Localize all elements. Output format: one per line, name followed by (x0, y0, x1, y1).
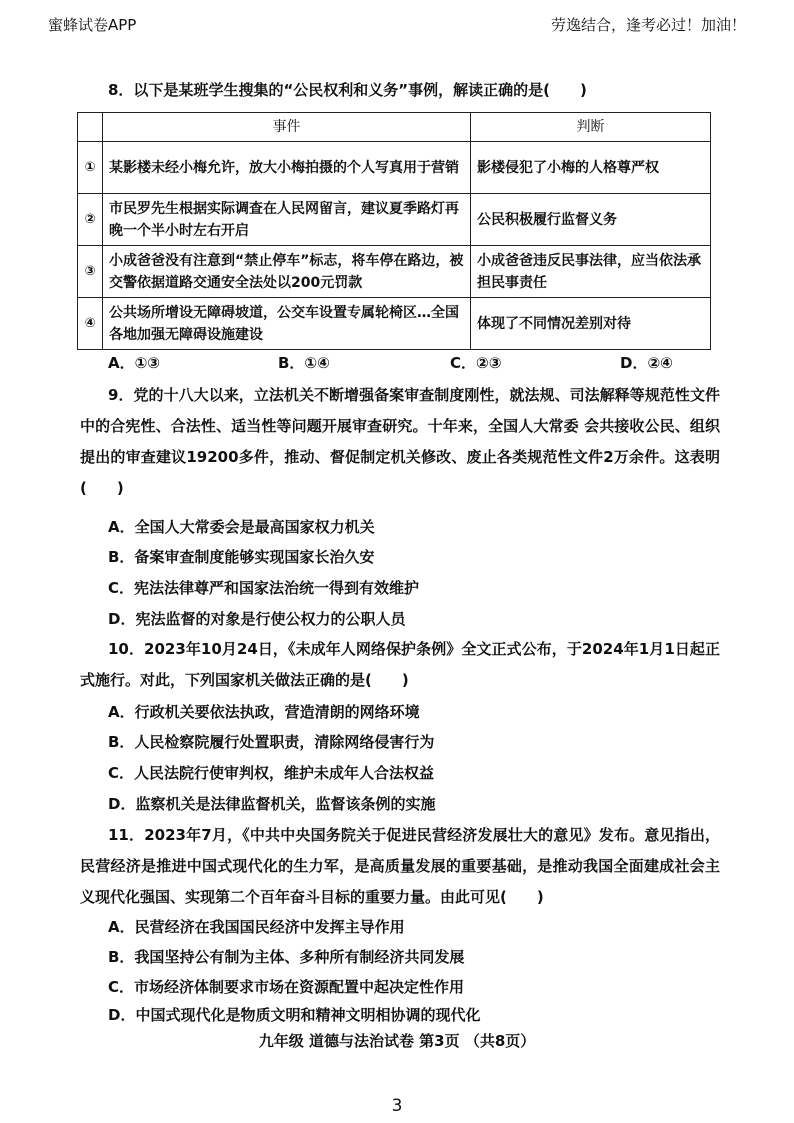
table-header-event: 事件 (103, 113, 471, 142)
row-number: ① (78, 142, 103, 194)
option-b[interactable]: B．①④ (278, 354, 330, 372)
option-c[interactable]: C．宪法法律尊严和国家法治统一得到有效维护 (108, 579, 420, 597)
table-row (78, 194, 711, 246)
option-d[interactable]: D．中国式现代化是物质文明和精神文明相协调的现代化 (108, 1006, 481, 1024)
page-footer: 九年级 道德与法治试卷 第3页 （共8页） (258, 1032, 536, 1050)
option-a[interactable]: A．民营经济在我国国民经济中发挥主导作用 (108, 918, 405, 936)
row-number: ④ (78, 298, 103, 350)
option-b[interactable]: B．人民检察院履行处置职责，清除网络侵害行为 (108, 733, 435, 751)
option-b[interactable]: B．我国坚持公有制为主体、多种所有制经济共同发展 (108, 948, 465, 966)
table-header-row (78, 113, 711, 142)
option-d[interactable]: D．宪法监督的对象是行使公权力的公职人员 (108, 610, 406, 628)
question-10-stem (80, 634, 720, 696)
option-a[interactable]: A．行政机关要依法执政，营造清朗的网络环境 (108, 703, 420, 721)
question-9-text: 9．党的十八大以来，立法机关不断增强备案审查制度刚性，就法规、司法解释等规范性文件中的合宪性、合法性、适当性等问题开展审查研究。十年来，全国人大常委 会共接收公民、组织提出的审查建议19200多件，推动、督促制定机关修改、废止各类规范性文件2万余件。这表明( ) (80, 386, 720, 497)
row-event: 公共场所增设无障碍坡道，公交车设置专属轮椅区…全国各地加强无障碍设施建设 (103, 298, 471, 350)
question-9-stem (80, 380, 720, 504)
table-row (78, 246, 711, 298)
question-10-text: 10．2023年10月24日，《未成年人网络保护条例》全文正式公布，于2024年1月1日起正式施行。对此，下列国家机关做法正确的是( ) (80, 640, 720, 689)
row-number: ② (78, 194, 103, 246)
table-row (78, 142, 711, 194)
option-c[interactable]: C．②③ (450, 354, 502, 372)
option-c[interactable]: C．市场经济体制要求市场在资源配置中起决定性作用 (108, 978, 465, 996)
option-d[interactable]: D．②④ (620, 354, 673, 372)
row-number: ③ (78, 246, 103, 298)
row-judgment: 小成爸爸违反民事法律，应当依法承担民事责任 (471, 246, 711, 298)
table-header-num (78, 113, 103, 142)
row-judgment: 公民积极履行监督义务 (471, 194, 711, 246)
page-number: 3 (391, 1096, 403, 1116)
option-a[interactable]: A．全国人大常委会是最高国家权力机关 (108, 518, 375, 536)
option-b[interactable]: B．备案审查制度能够实现国家长治久安 (108, 548, 375, 566)
option-d[interactable]: D．监察机关是法律监督机关，监督该条例的实施 (108, 795, 436, 813)
table-row (78, 298, 711, 350)
question-8-stem: 8．以下是某班学生搜集的“公民权利和义务”事例，解读正确的是( ) (108, 81, 587, 99)
option-c[interactable]: C．人民法院行使审判权，维护未成年人合法权益 (108, 764, 435, 782)
option-a[interactable]: A．①③ (108, 354, 161, 372)
question-11-text: 11．2023年7月，《中共中央国务院关于促进民营经济发展壮大的意见》发布。意见指出，民营经济是推进中国式现代化的生力军，是高质量发展的重要基础，是推动我国全面建成社会主义现代化强国、实现第二个百年奋斗目标的重要力量。由此可见( ) (80, 826, 720, 906)
question-8-table (77, 112, 711, 350)
question-11-stem (80, 820, 720, 913)
table-header-judgment: 判断 (471, 113, 711, 142)
row-judgment: 影楼侵犯了小梅的人格尊严权 (471, 142, 711, 194)
header-app-name: 蜜蜂试卷APP (48, 16, 137, 34)
row-event: 市民罗先生根据实际调查在人民网留言，建议夏季路灯再晚一个半小时左右开启 (103, 194, 471, 246)
row-event: 小成爸爸没有注意到“禁止停车”标志，将车停在路边，被交警依据道路交通安全法处以200元罚款 (103, 246, 471, 298)
header-slogan: 劳逸结合，逢考必过！加油！ (550, 16, 746, 34)
row-event: 某影楼未经小梅允许，放大小梅拍摄的个人写真用于营销 (103, 142, 471, 194)
row-judgment: 体现了不同情况差别对待 (471, 298, 711, 350)
